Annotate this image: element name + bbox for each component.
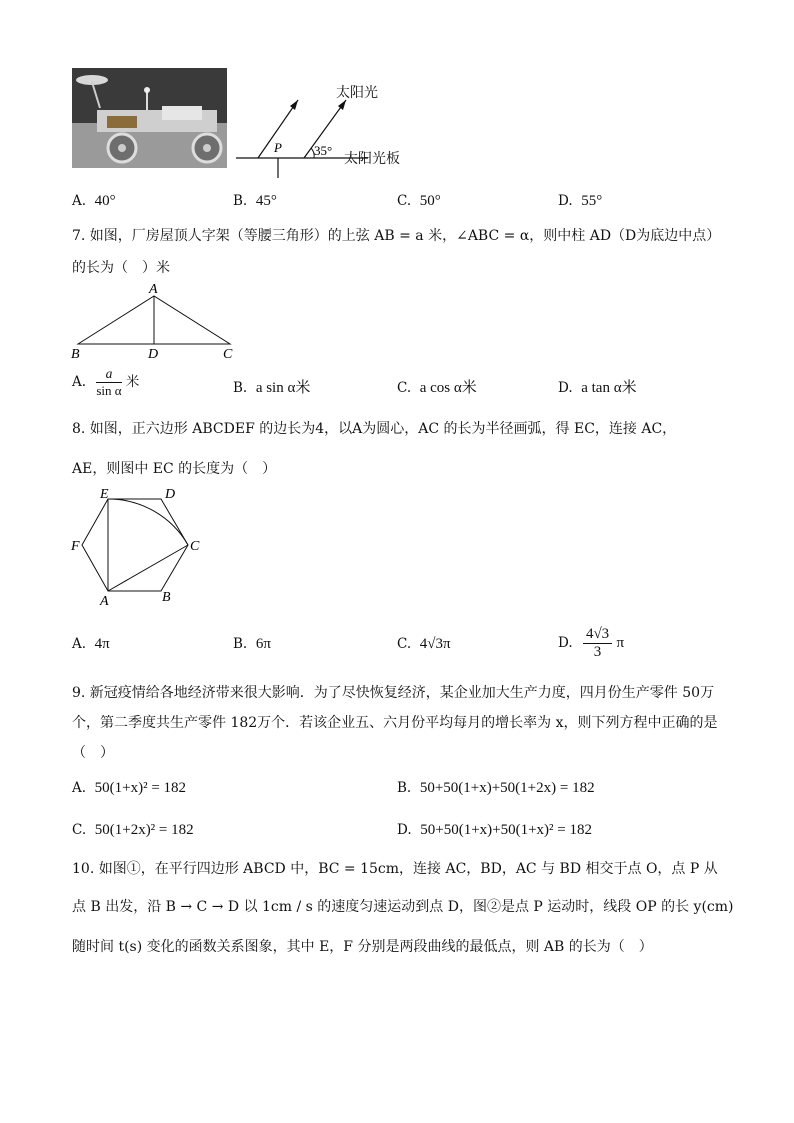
q7-option-d-letter: D. <box>558 380 573 396</box>
q7-label-a: A <box>149 282 158 297</box>
q8-option-a-letter: A. <box>72 636 87 652</box>
q8-option-d-numerator: 4√3 <box>583 626 612 644</box>
q9-stem-line3: （ ） <box>72 745 114 761</box>
q10-stem-line2: 点 B 出发，沿 B → C → D 以 1cm / s 的速度匀速运动到点 D，图②是点 P 运动时，线段 OP 的长 y(cm) <box>72 899 734 915</box>
q6-option-a-text: 40° <box>94 193 116 209</box>
q8-label-c: C <box>190 539 200 554</box>
sunray-1-arrow-icon <box>290 100 298 110</box>
q6-option-d[interactable] <box>558 193 602 210</box>
q6-option-b-text: 45° <box>255 193 277 209</box>
regular-hexagon <box>82 499 188 591</box>
q6-option-c[interactable] <box>397 193 441 210</box>
q7-option-a[interactable] <box>72 366 139 399</box>
q9-stem-line2: 个，第二季度共生产零件 182万个．若该企业五、六月份平均每月的增长率为 x，则下列方程中正确的是 <box>72 715 718 731</box>
q9-option-c[interactable] <box>72 822 194 839</box>
q7-option-a-numerator: a <box>96 366 121 383</box>
q6-option-b-letter: B. <box>233 193 248 209</box>
q7-option-a-letter: A. <box>72 374 87 390</box>
q6-option-c-letter: C. <box>397 193 412 209</box>
q8-option-b-letter: B. <box>233 636 248 652</box>
q8-hexagon-figure <box>66 484 216 608</box>
q8-option-d[interactable] <box>558 626 624 661</box>
q8-label-f: F <box>71 539 80 554</box>
q8-option-b-text: 6π <box>255 636 271 652</box>
q9-option-d-text: 50+50(1+x)+50(1+x)² = 182 <box>420 822 593 838</box>
q8-option-a[interactable] <box>72 636 110 653</box>
q8-stem-line1: 8. 如图，正六边形 ABCDEF 的边长为4，以A为圆心，AC 的长为半径画弧，得 EC，连接 AC， <box>72 421 677 437</box>
q9-option-d-letter: D. <box>397 822 412 838</box>
q7-option-c-text: a cos α米 <box>419 380 477 396</box>
q8-option-d-letter: D. <box>558 635 573 651</box>
q6-option-a-letter: A. <box>72 193 87 209</box>
q8-label-b: B <box>162 590 171 605</box>
q7-truss-figure <box>68 280 248 362</box>
q7-option-c[interactable] <box>397 376 477 397</box>
q10-stem-line3: 随时间 t(s) 变化的函数关系图象，其中 E，F 分别是两段曲线的最低点，则 AB 的长为（ ） <box>72 939 653 955</box>
q8-option-b[interactable] <box>233 636 271 653</box>
q9-option-a-letter: A. <box>72 780 87 796</box>
q10-stem-line1: 10. 如图①，在平行四边形 ABCD 中，BC = 15cm，连接 AC，BD，AC 与 BD 相交于点 O，点 P 从 <box>72 861 718 877</box>
q9-option-d[interactable] <box>397 822 592 839</box>
q7-label-c: C <box>223 347 233 362</box>
q7-stem-line2: 的长为（ ）米 <box>72 260 170 276</box>
angle-label: 35° <box>314 143 333 158</box>
q9-option-a[interactable] <box>72 780 186 797</box>
q7-option-b[interactable] <box>233 376 310 397</box>
q7-stem-line1: 7. 如图，厂房屋顶人字架（等腰三角形）的上弦 AB = a 米，∠ABC = α，则中柱 AD（D为底边中点） <box>72 228 721 244</box>
q9-stem-line1: 9. 新冠疫情给各地经济带来很大影响．为了尽快恢复经济，某企业加大生产力度，四月份生产零件 50万 <box>72 685 715 701</box>
q9-option-b-letter: B. <box>397 780 412 796</box>
q8-label-d: D <box>165 487 176 502</box>
q8-option-c-text: 4√3π <box>419 636 451 652</box>
q7-option-d[interactable] <box>558 376 637 397</box>
q7-label-b: B <box>71 347 80 362</box>
lunar-rover-illustration <box>72 68 227 168</box>
q7-label-d: D <box>148 347 159 362</box>
q8-option-d-fraction <box>583 626 612 661</box>
q8-label-e: E <box>100 487 109 502</box>
q8-option-a-text: 4π <box>94 636 110 652</box>
q8-option-c-letter: C. <box>397 636 412 652</box>
q6-option-d-text: 55° <box>581 193 603 209</box>
q8-stem-line2: AE，则图中 EC 的长度为（ ） <box>72 461 277 477</box>
q9-option-c-text: 50(1+2x)² = 182 <box>94 822 194 838</box>
q7-option-a-fraction <box>96 366 121 399</box>
q6-option-d-letter: D. <box>558 193 573 209</box>
segment-ac <box>108 545 188 591</box>
q7-option-a-unit: 米 <box>125 374 140 390</box>
solar-panel-label: 太阳光板 <box>344 151 400 167</box>
q6-option-b[interactable] <box>233 193 277 210</box>
q8-label-a: A <box>100 594 109 608</box>
arc-ec <box>108 499 188 545</box>
q7-option-c-letter: C. <box>397 380 412 396</box>
q9-option-a-text: 50(1+x)² = 182 <box>94 780 187 796</box>
sunlight-label: 太阳光 <box>336 85 378 101</box>
q6-option-c-text: 50° <box>419 193 441 209</box>
q9-option-b-text: 50+50(1+x)+50(1+2x) = 182 <box>419 780 595 796</box>
q7-option-a-denominator: sin α <box>96 383 122 398</box>
q8-option-d-pi: π <box>616 635 625 651</box>
lunar-rover-photo <box>72 68 227 168</box>
q7-option-d-text: a tan α米 <box>581 380 637 396</box>
point-p-label: P <box>274 140 282 155</box>
q8-option-c[interactable] <box>397 636 451 653</box>
q7-option-b-letter: B. <box>233 380 248 396</box>
q7-option-b-text: a sin α米 <box>255 380 311 396</box>
q9-option-b[interactable] <box>397 780 595 797</box>
q6-option-a[interactable] <box>72 193 116 210</box>
q8-option-d-denominator: 3 <box>593 644 602 660</box>
q9-option-c-letter: C. <box>72 822 87 838</box>
